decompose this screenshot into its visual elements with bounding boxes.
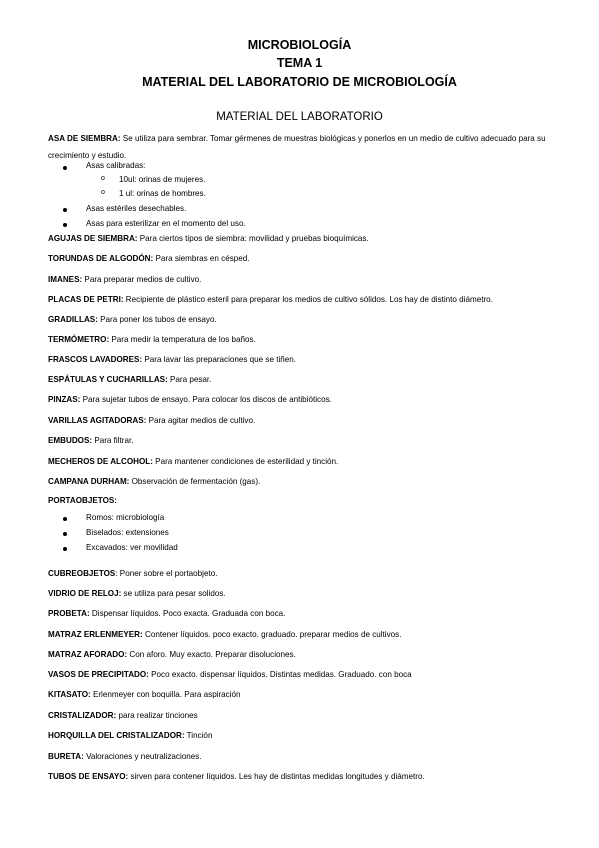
entry-term: AGUJAS DE SIEMBRA: xyxy=(48,234,138,243)
entry-term: VIDRIO DE RELOJ: xyxy=(48,589,122,598)
entry-desc: Para mantener condiciones de esterilidad y tinción. xyxy=(152,457,339,466)
entry-term: MATRAZ AFORADO: xyxy=(48,650,128,659)
entry-term: PLACAS DE PETRI: xyxy=(48,295,124,304)
document-topic: TEMA 1 xyxy=(276,56,323,70)
entry-desc: Para filtrar. xyxy=(92,436,134,445)
entry-termometro xyxy=(48,335,588,345)
entry-desc: se utiliza para pesar solidos. xyxy=(121,589,226,598)
entry-vasos-de-precipitado xyxy=(48,670,588,680)
entry-gradillas xyxy=(48,315,588,325)
entry-desc: Para poner los tubos de ensayo. xyxy=(97,315,217,324)
entry-term: TERMÓMETRO: xyxy=(48,335,110,344)
entry-asa-de-siembra xyxy=(48,130,588,164)
entry-desc: Valoraciones y neutralizaciones. xyxy=(83,752,202,761)
entry-desc: Dispensar líquidos. Poco exacta. Graduada con boca. xyxy=(89,609,286,618)
bullet-dot xyxy=(63,223,67,227)
entry-term: ESPÁTULAS Y CUCHARILLAS: xyxy=(48,375,168,384)
entry-campana-durham xyxy=(48,477,588,487)
entry-term: EMBUDOS: xyxy=(48,436,93,445)
entry-desc: Recipiente de plástico esteril para preparar los medios de cultivo sólidos. Los hay de distinto diámetro. xyxy=(123,295,493,304)
entry-torundas xyxy=(48,254,588,264)
entry-term: KITASATO: xyxy=(48,690,91,699)
entry-pinzas xyxy=(48,395,588,405)
entry-term: TORUNDAS DE ALGODÓN: xyxy=(48,254,154,263)
sub-bullet-10ul: 10ul: orinas de mujeres. xyxy=(119,175,206,184)
entry-term: ASA DE SIEMBRA: xyxy=(48,134,121,143)
entry-term: TUBOS DE ENSAYO: xyxy=(48,772,129,781)
entry-term: CRISTALIZADOR: xyxy=(48,711,117,720)
entry-cristalizador xyxy=(48,711,588,721)
section-title: MATERIAL DEL LABORATORIO xyxy=(216,111,383,123)
entry-term: HORQUILLA DEL CRISTALIZADOR: xyxy=(48,731,185,740)
entry-cubreobjetos xyxy=(48,569,588,579)
bullet-dot xyxy=(63,547,67,551)
entry-term: PORTAOBJETOS: xyxy=(48,496,117,505)
entry-desc: sirven para contener líquidos. Les hay de distintas medidas longitudes y diámetro. xyxy=(128,772,425,781)
entry-desc: Para sujetar tubos de ensayo. Para colocar los discos de antibióticos. xyxy=(80,395,332,404)
entry-term: BURETA: xyxy=(48,752,84,761)
entry-placas-de-petri xyxy=(48,295,588,305)
entry-desc: Contener líquidos. poco exacto. graduado. preparar medios de cultivos. xyxy=(142,630,402,639)
entry-bureta xyxy=(48,752,588,762)
entry-portaobjetos xyxy=(48,496,588,506)
bullet-romos: Romos: microbiología xyxy=(86,513,165,522)
entry-term: MECHEROS DE ALCOHOL: xyxy=(48,457,153,466)
entry-tubos-de-ensayo xyxy=(48,772,588,782)
bullet-dot xyxy=(63,208,67,212)
entry-desc: : Poner sobre el portaobjeto. xyxy=(115,569,218,578)
entry-desc: Con aforo. Muy exacto. Preparar disoluciones. xyxy=(127,650,296,659)
entry-mecheros xyxy=(48,457,588,467)
sub-bullet-marker: o xyxy=(101,175,105,182)
entry-embudos xyxy=(48,436,588,446)
entry-term: VARILLAS AGITADORAS: xyxy=(48,416,147,425)
entry-desc: Para pesar. xyxy=(167,375,212,384)
bullet-asas-esteriles: Asas estériles desechables. xyxy=(86,204,187,213)
entry-desc: Observación de fermentación (gas). xyxy=(129,477,261,486)
entry-desc: Para ciertos tipos de siembra: movilidad y pruebas bioquímicas. xyxy=(137,234,369,243)
bullet-excavados: Excavados: ver movilidad xyxy=(86,543,178,552)
entry-term: FRASCOS LAVADORES: xyxy=(48,355,143,364)
document-title: MICROBIOLOGÍA xyxy=(247,38,352,52)
entry-term: IMANES: xyxy=(48,275,83,284)
entry-desc: Se utiliza para sembrar. Tomar gérmenes de muestras biológicas y ponerlos en un medio de cultivo adecuado para su crecimiento y estudio. xyxy=(48,134,546,160)
entry-agujas-de-siembra xyxy=(48,234,588,244)
entry-desc: Erlenmeyer con boquilla. Para aspiración xyxy=(90,690,241,699)
entry-term: MATRAZ ERLENMEYER: xyxy=(48,630,143,639)
entry-desc: Para lavar las preparaciones que se tiñen. xyxy=(142,355,297,364)
entry-horquilla xyxy=(48,731,588,741)
entry-term: PROBETA: xyxy=(48,609,90,618)
bullet-asas-esterilizar: Asas para esterilizar en el momento del uso. xyxy=(86,219,246,228)
bullet-biselados: Biselados: extensiones xyxy=(86,528,169,537)
sub-bullet-marker: o xyxy=(101,189,105,196)
entry-desc: Para preparar medios de cultivo. xyxy=(82,275,202,284)
entry-matraz-aforado xyxy=(48,650,588,660)
entry-imanes xyxy=(48,275,588,285)
entry-term: VASOS DE PRECIPITADO: xyxy=(48,670,149,679)
entry-varillas-agitadoras xyxy=(48,416,588,426)
entry-kitasato xyxy=(48,690,588,700)
entry-desc: Poco exacto. dispensar líquidos. Distintas medidas. Graduado. con boca xyxy=(148,670,412,679)
entry-espatulas xyxy=(48,375,588,385)
bullet-dot xyxy=(63,166,67,170)
entry-probeta xyxy=(48,609,588,619)
entry-frascos-lavadores xyxy=(48,355,588,365)
entry-desc: Para agitar medios de cultivo. xyxy=(146,416,256,425)
entry-term: GRADILLAS: xyxy=(48,315,98,324)
entry-term: CUBREOBJETOS xyxy=(48,569,116,578)
bullet-dot xyxy=(63,517,67,521)
bullet-dot xyxy=(63,532,67,536)
entry-desc: Para siembras en césped. xyxy=(153,254,250,263)
entry-desc: para realizar tinciones xyxy=(116,711,198,720)
entry-desc: Para medir la temperatura de los baños. xyxy=(109,335,256,344)
entry-term: PINZAS: xyxy=(48,395,81,404)
sub-bullet-1ul: 1 ul: orinas de hombres. xyxy=(119,189,206,198)
bullet-asas-calibradas: Asas calibradas: xyxy=(86,161,146,170)
document-heading: MATERIAL DEL LABORATORIO DE MICROBIOLOGÍA xyxy=(142,75,457,89)
entry-vidrio-de-reloj xyxy=(48,589,588,599)
entry-term: CAMPANA DURHAM: xyxy=(48,477,130,486)
entry-desc: Tinción xyxy=(184,731,213,740)
entry-matraz-erlenmeyer xyxy=(48,630,588,640)
